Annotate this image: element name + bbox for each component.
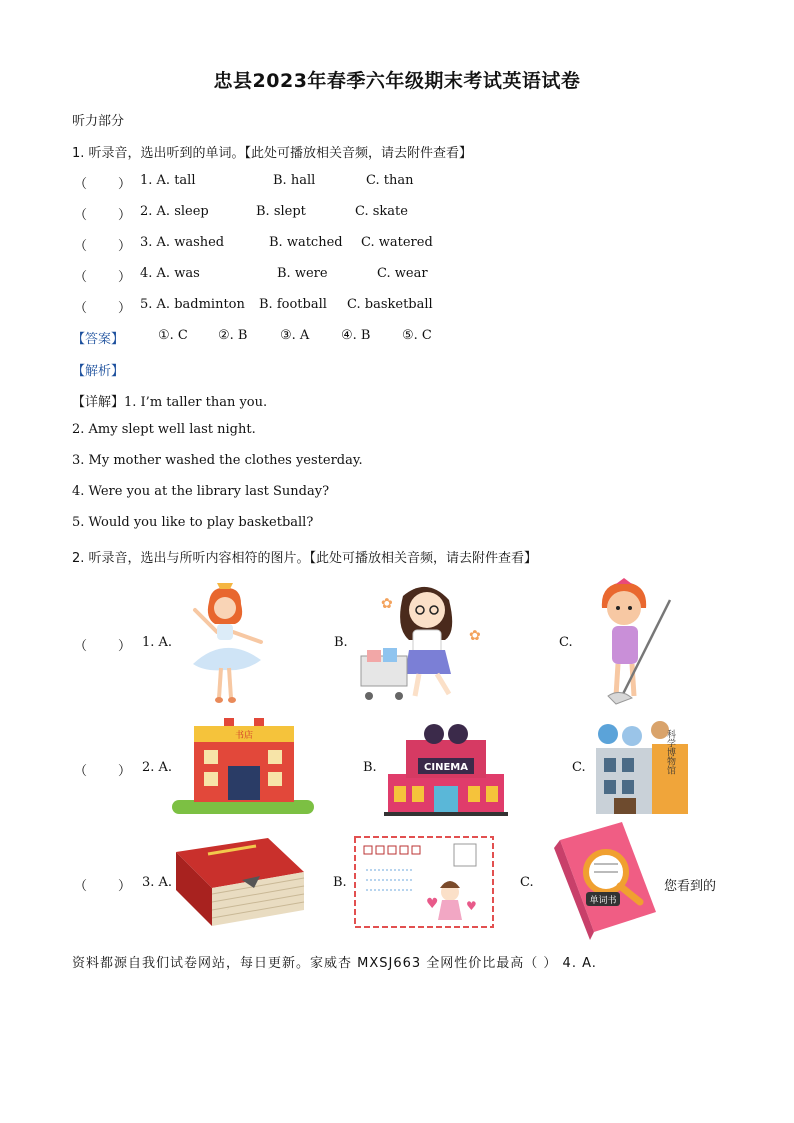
detail-text: 1. I’m taller than you. [124, 395, 268, 410]
answer-bracket-close: ） [118, 270, 132, 285]
analysis-label: 【解析】 [72, 364, 125, 379]
option-c: C. than [366, 173, 414, 188]
option-c: C. wear [377, 266, 428, 281]
option-c: C. basketball [347, 297, 433, 312]
section-heading: 听力部分 [72, 114, 125, 129]
ballet-dancer-image [175, 580, 273, 708]
answer-bracket-open: （ [74, 764, 88, 779]
word-book-label: 单词书 [589, 896, 617, 906]
option-a: 2. A. sleep [140, 204, 209, 219]
q2-row3-option-a: 3. A. [142, 875, 173, 890]
footer-note: 资料都源自我们试卷网站，每日更新。家威杏 MXSJ663 全网性价比最高（ ） 4. A. [72, 956, 597, 971]
answer-bracket-open: （ [74, 270, 88, 285]
answer-bracket-open: （ [74, 301, 88, 316]
bookstore-sign: 书店 [234, 731, 254, 741]
q2-row1-option-b: B. [334, 635, 348, 650]
answer-bracket-open: （ [74, 639, 88, 654]
option-a: 1. A. tall [140, 173, 196, 188]
word-book-image [540, 820, 664, 942]
option-c: C. watered [361, 235, 433, 250]
detail-5: 5. Would you like to play basketball? [72, 515, 314, 530]
option-a: 3. A. washed [140, 235, 225, 250]
detail-1 [72, 391, 267, 410]
svg-text:✿: ✿ [469, 628, 481, 644]
cinema-sign: CINEMA [424, 762, 468, 773]
q2-row2-option-b: B. [363, 760, 377, 775]
q2-row3-option-b: B. [333, 875, 347, 890]
svg-text:♥: ♥ [426, 896, 439, 912]
answer-bracket-open: （ [74, 208, 88, 223]
detail-2: 2. Amy slept well last night. [72, 422, 256, 437]
q2-row2-option-a: 2. A. [142, 760, 173, 775]
page-title: 忠县2023年春季六年级期末考试英语试卷 [213, 70, 581, 92]
detail-4: 4. Were you at the library last Sunday? [72, 484, 330, 499]
answer-bracket-open: （ [74, 879, 88, 894]
answer-bracket-open: （ [74, 177, 88, 192]
answer-4: ④. B [341, 328, 371, 343]
detail-3: 3. My mother washed the clothes yesterday. [72, 453, 363, 468]
museum-sign: 科学博物馆 [665, 729, 675, 775]
answer-label: 【答案】 [72, 332, 125, 347]
q2-prompt: 2. 听录音，选出与所听内容相符的图片。【此处可播放相关音频，请去附件查看】 [72, 551, 538, 566]
answer-bracket-close: ） [118, 764, 132, 779]
q2-row3-option-c: C. [520, 875, 534, 890]
option-a: 4. A. was [140, 266, 200, 281]
svg-text:✿: ✿ [381, 596, 393, 612]
answer-2: ②. B [218, 328, 248, 343]
answer-bracket-close: ） [118, 177, 132, 192]
answer-5: ⑤. C [402, 328, 432, 343]
q1-prompt: 1. 听录音，选出听到的单词。【此处可播放相关音频，请去附件查看】 [72, 146, 473, 161]
science-museum-image [592, 718, 692, 816]
option-b: B. watched [269, 235, 343, 250]
option-a: 5. A. badminton [140, 297, 245, 312]
answer-3: ③. A [280, 328, 310, 343]
answer-bracket-close: ） [118, 208, 132, 223]
option-b: B. football [259, 297, 327, 312]
red-book-image [168, 832, 308, 930]
q2-row1-option-c: C. [559, 635, 573, 650]
answer-bracket-open: （ [74, 239, 88, 254]
detail-label: 【详解】 [72, 395, 125, 410]
answer-1: ①. C [158, 328, 188, 343]
svg-text:♥: ♥ [466, 899, 477, 913]
option-c: C. skate [355, 204, 408, 219]
sweeping-girl-image [590, 578, 674, 706]
shopping-girl-image [357, 578, 487, 706]
answer-bracket-close: ） [118, 879, 132, 894]
cinema-image [384, 716, 508, 818]
postcard-image [354, 836, 494, 928]
option-b: B. slept [256, 204, 306, 219]
q2-row1-option-a: 1. A. [142, 635, 173, 650]
side-note: 您看到的 [664, 879, 717, 894]
bookstore-image [172, 716, 314, 816]
option-b: B. hall [273, 173, 316, 188]
answer-bracket-close: ） [118, 301, 132, 316]
answer-bracket-close: ） [118, 239, 132, 254]
q2-row2-option-c: C. [572, 760, 586, 775]
option-b: B. were [277, 266, 328, 281]
answer-bracket-close: ） [118, 639, 132, 654]
